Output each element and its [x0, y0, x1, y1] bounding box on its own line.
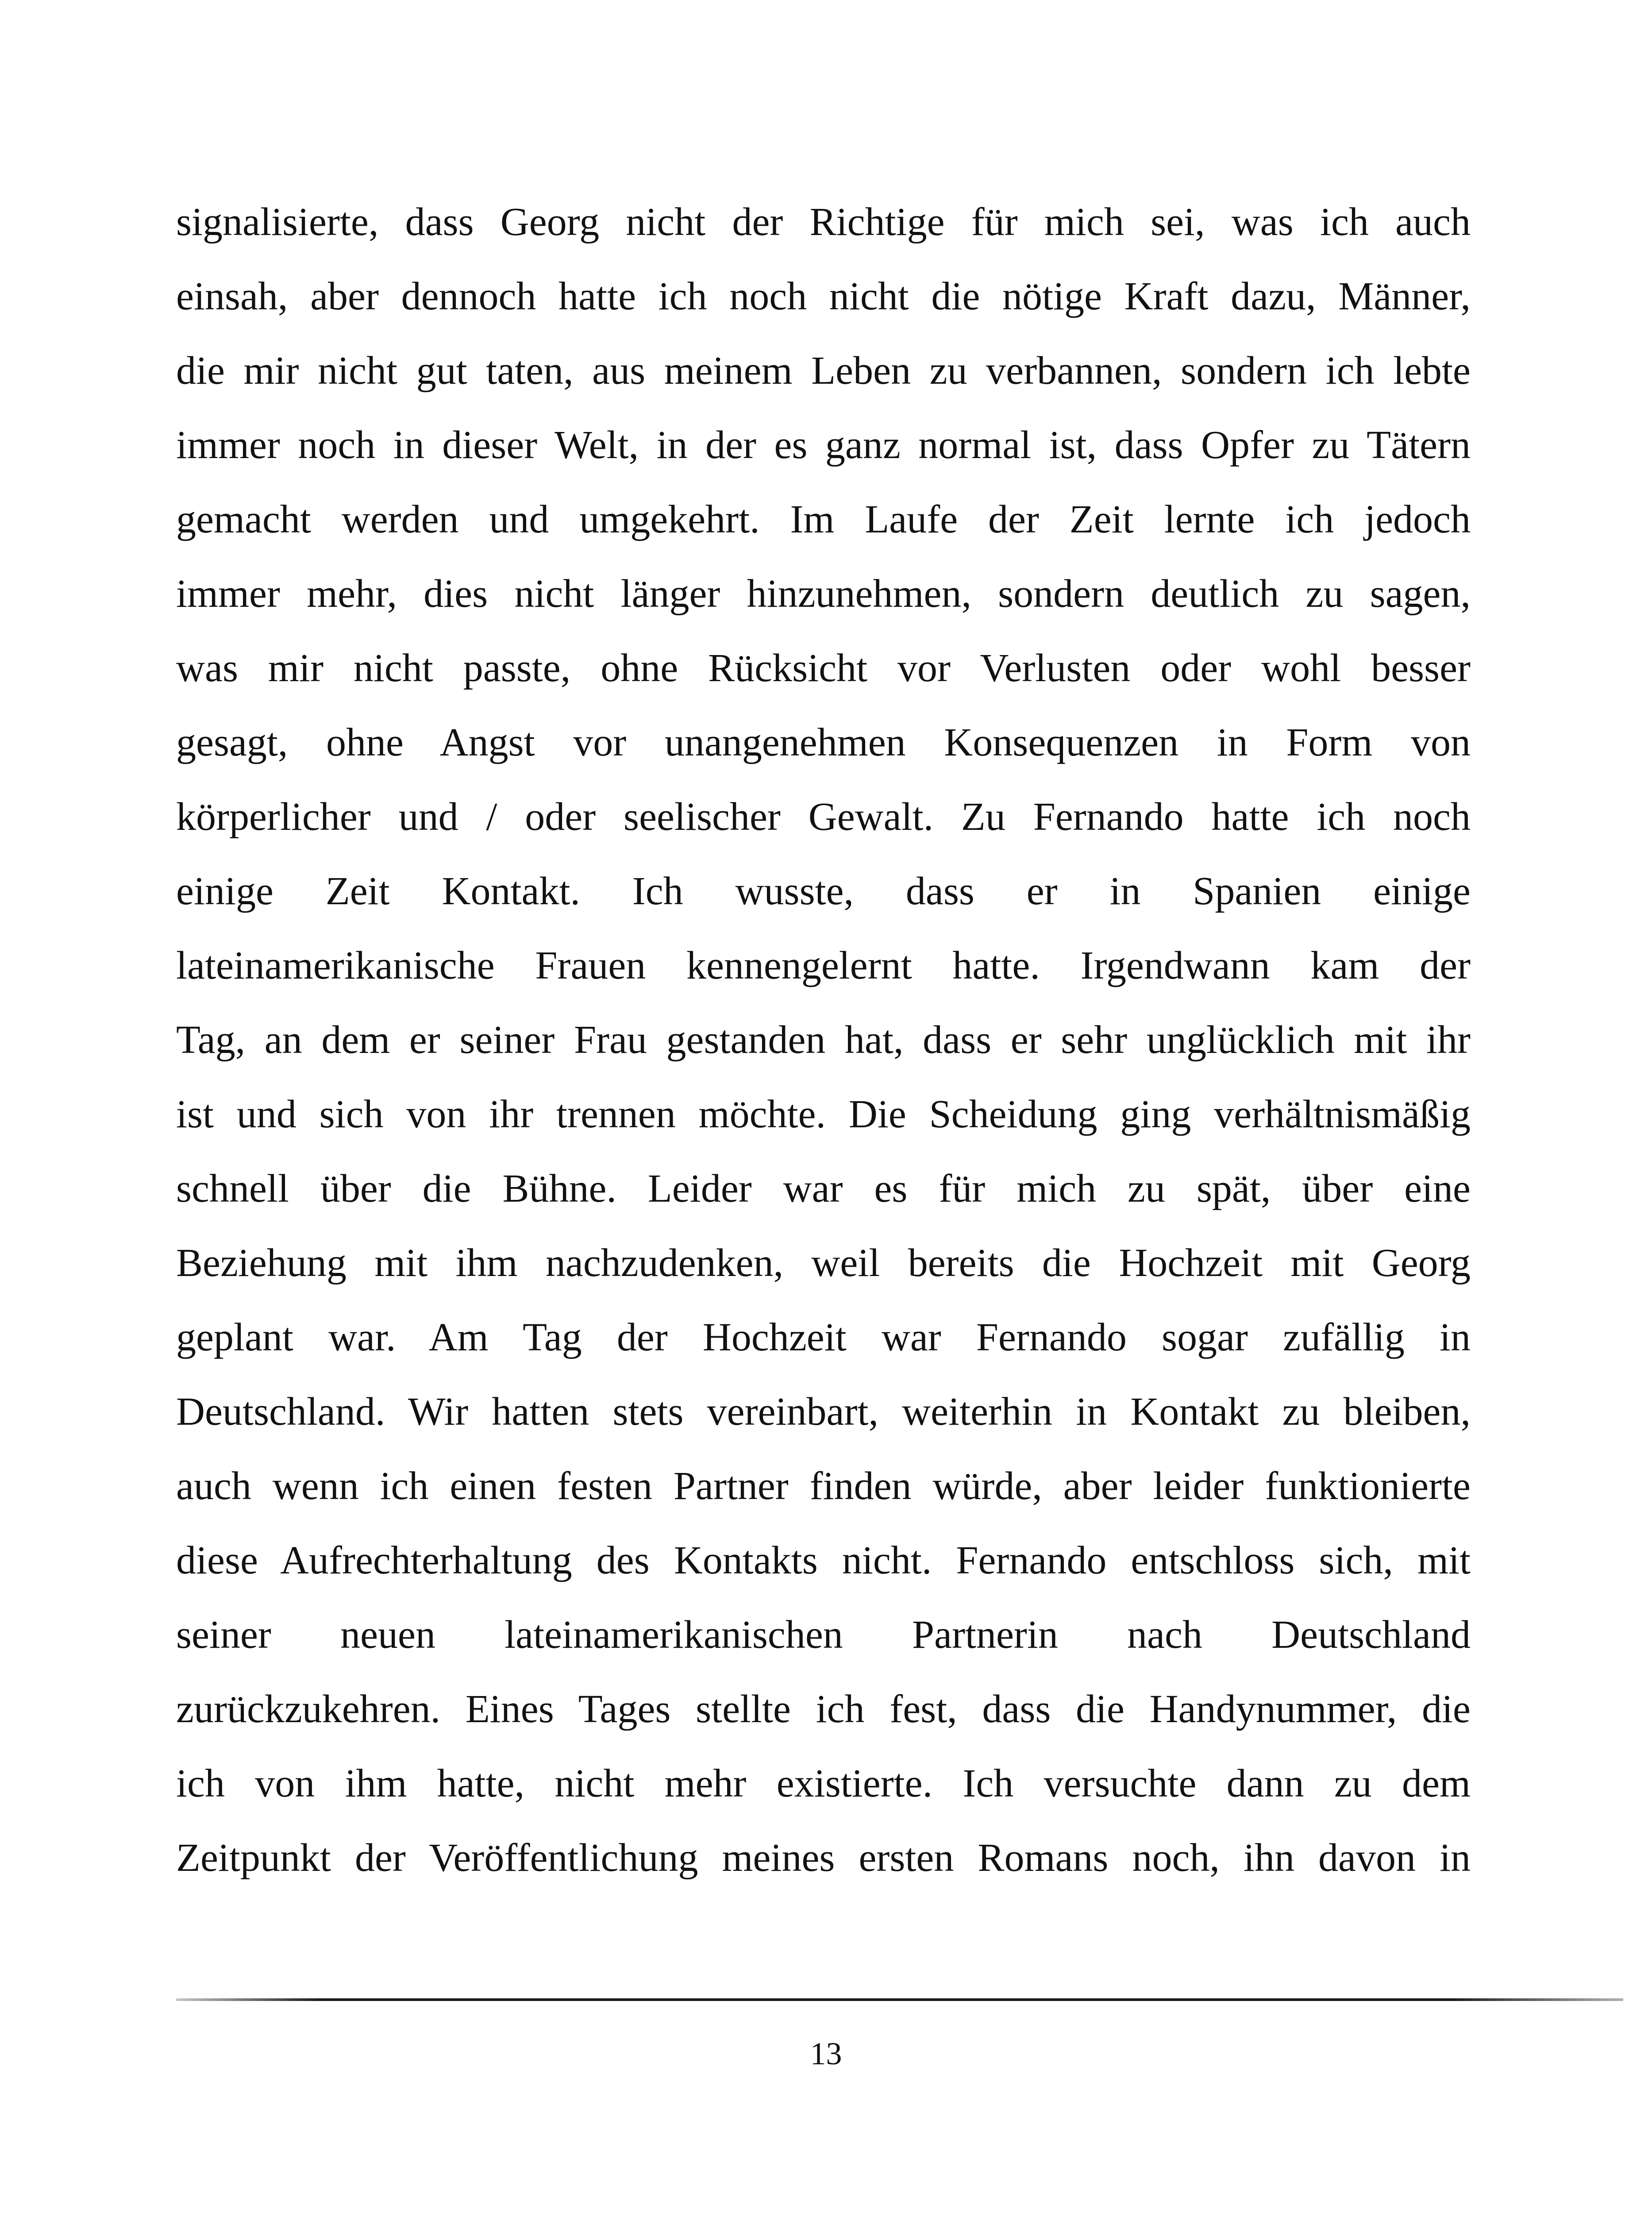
footer-divider [176, 1998, 1623, 2001]
page-number: 13 [810, 2036, 842, 2071]
text-line: schnell über die Bühne. Leider war es für mich zu spät, über eine [176, 1167, 1471, 1211]
text-line: seiner neuen lateinamerikanischen Partnerin nach Deutschland [176, 1613, 1471, 1657]
text-line: immer noch in dieser Welt, in der es ganz normal ist, dass Opfer zu Tätern [176, 423, 1471, 467]
text-line: signalisierte, dass Georg nicht der Richtige für mich sei, was ich auch [176, 200, 1471, 244]
text-line: zurückzukehren. Eines Tages stellte ich fest, dass die Handynummer, die [176, 1687, 1471, 1731]
text-line: Zeitpunkt der Veröffentlichung meines ersten Romans noch, ihn davon in [176, 1836, 1471, 1880]
text-line: diese Aufrechterhaltung des Kontakts nicht. Fernando entschloss sich, mit [176, 1538, 1471, 1582]
text-line: immer mehr, dies nicht länger hinzunehmen, sondern deutlich zu sagen, [176, 572, 1471, 616]
text-line: auch wenn ich einen festen Partner finden würde, aber leider funktionierte [176, 1464, 1471, 1508]
text-line: was mir nicht passte, ohne Rücksicht vor Verlusten oder wohl besser [176, 646, 1471, 690]
text-line: Beziehung mit ihm nachzudenken, weil bereits die Hochzeit mit Georg [176, 1241, 1471, 1285]
text-line: ich von ihm hatte, nicht mehr existierte. Ich versuchte dann zu dem [176, 1762, 1471, 1805]
text-line: Tag, an dem er seiner Frau gestanden hat, dass er sehr unglücklich mit ihr [176, 1018, 1471, 1062]
body-text [176, 185, 1471, 1895]
text-line: geplant war. Am Tag der Hochzeit war Fernando sogar zufällig in [176, 1315, 1471, 1359]
text-line: einsah, aber dennoch hatte ich noch nicht die nötige Kraft dazu, Männer, [176, 274, 1471, 318]
text-line: gesagt, ohne Angst vor unangenehmen Konsequenzen in Form von [176, 721, 1471, 764]
text-line: körperlicher und / oder seelischer Gewalt. Zu Fernando hatte ich noch [176, 795, 1471, 839]
text-line: lateinamerikanische Frauen kennengelernt hatte. Irgendwann kam der [176, 944, 1471, 987]
text-line: Deutschland. Wir hatten stets vereinbart, weiterhin in Kontakt zu bleiben, [176, 1390, 1471, 1434]
text-line: einige Zeit Kontakt. Ich wusste, dass er in Spanien einige [176, 869, 1471, 913]
text-line: die mir nicht gut taten, aus meinem Leben zu verbannen, sondern ich lebte [176, 349, 1471, 393]
text-line: gemacht werden und umgekehrt. Im Laufe der Zeit lernte ich jedoch [176, 497, 1471, 541]
text-line: ist und sich von ihr trennen möchte. Die Scheidung ging verhältnismäßig [176, 1092, 1471, 1136]
